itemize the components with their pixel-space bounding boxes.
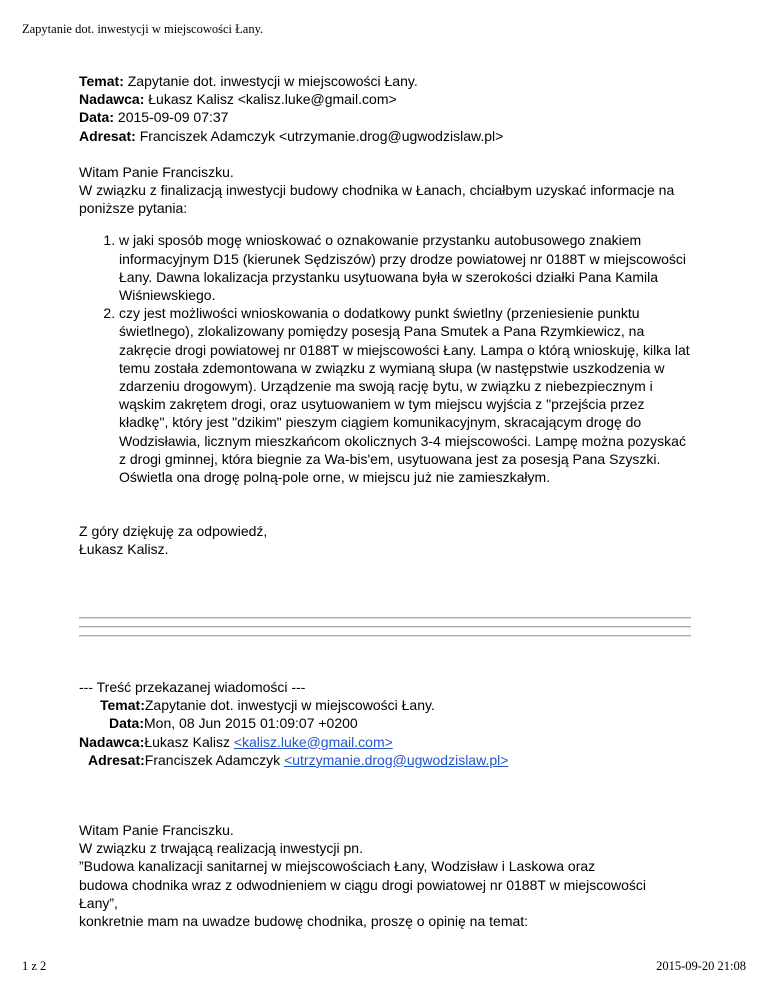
subject-label: Temat: (79, 73, 124, 89)
question-item: 1. w jaki sposób mogę wnioskować o oznakowanie przystanku autobusowego znakiem informacyjnym D15 (kierunek Sędziszów) przy drodze powiatowej nr 0188T w miejscowości Łany. Dawna lokalizacja przystanku usytuowana była w szerokości działki Pana Kamila Wiśniewskiego. (119, 231, 694, 304)
fwd-subject-label: Temat: (100, 697, 145, 714)
fwd-sender-line (79, 733, 694, 751)
fwd-line: W związku z trwającą realizacją inwestycji pn. (79, 840, 363, 857)
forwarded-message (79, 678, 694, 930)
recipient-label: Adresat: (79, 127, 136, 144)
question-item: 2. czy jest możliwości wnioskowania o dodatkowy punkt świetlny (przeniesienie punktu świetlnego), zlokalizowany pomiędzy posesją Pana Smutek a Pana Rzymkiewicz, na zakręcie drogi powiatowej nr 0188T w miejscowości Łany. Lampa o którą wnioskuję, kilka lat temu została zdemontowana w związku z wymianą słupa (w następstwie uszkodzenia w zdarzeniu drogowym). Urządzenie ma swoją rację bytu, w związku z niebezpiecznym i wąskim zakrętem drogi, oraz usytuowaniem w tym miejscu wyjścia z "przejścia przez kładkę", który jest "dzikim" pieszym ciągiem komunikacyjnym, skracającym drogę do Wodzisławia, licznym mieszkańcom okolicznych 3-4 miejscowości. Lampę można pozyskać z drogi gminnej, która biegnie za Wa-bis'em, usytuowana jest za posesją Pana Szyszki. Oświetla ona drogę polną-pole orne, w miejscu już nie zamieszkałym. (119, 304, 694, 486)
forwarded-marker: --- Treść przekazanej wiadomości --- (79, 679, 306, 695)
fwd-sender-name: Łukasz Kalisz (144, 733, 234, 750)
fwd-sender-label: Nadawca: (79, 733, 145, 750)
closing: Z góry dziękuję za odpowiedź, (79, 523, 268, 540)
separator-line (79, 617, 691, 619)
sender-label: Nadawca: (79, 91, 145, 108)
fwd-recipient-line (79, 751, 694, 769)
intro-paragraph: W związku z finalizacją inwestycji budowy chodnika w Łanach, chciałbym uzyskać informacje na poniższe pytania: (79, 182, 675, 217)
fwd-date-line (79, 714, 694, 732)
greeting: Witam Panie Franciszku. (79, 163, 234, 180)
signature: Łukasz Kalisz. (79, 541, 169, 558)
page-header-title: Zapytanie dot. inwestycji w miejscowości Łany. (22, 22, 264, 36)
fwd-greeting: Witam Panie Franciszku. (79, 822, 234, 839)
subject-line (79, 72, 694, 90)
fwd-line: konkretnie mam na uwadze budowę chodnika, proszę o opinię na temat: (79, 913, 529, 930)
fwd-recipient-email-link[interactable]: <utrzymanie.drog@ugwodzislaw.pl> (284, 751, 509, 768)
page-number: 1 z 2 (22, 959, 47, 973)
print-timestamp: 2015-09-20 21:08 (656, 959, 746, 973)
separator-line (79, 635, 691, 637)
fwd-date-value: Mon, 08 Jun 2015 01:09:07 +0200 (144, 715, 358, 732)
fwd-line: ”Budowa kanalizacji sanitarnej w miejscowościach Łany, Wodzisław i Laskowa oraz (79, 858, 596, 875)
fwd-line: Łany”, (79, 894, 118, 911)
fwd-subject-line (79, 696, 694, 714)
sender-line (79, 90, 694, 108)
subject-value: Zapytanie dot. inwestycji w miejscowości Łany. (127, 73, 418, 89)
fwd-subject-value: Zapytanie dot. inwestycji w miejscowości Łany. (144, 697, 435, 714)
email-message (79, 72, 694, 559)
fwd-sender-email-link[interactable]: <kalisz.luke@gmail.com> (233, 733, 393, 750)
date-value: 2015-09-09 07:37 (117, 109, 229, 126)
fwd-date-label: Data: (109, 715, 145, 732)
recipient-value: Franciszek Adamczyk <utrzymanie.drog@ugwodzislaw.pl> (139, 127, 504, 144)
date-line (79, 108, 694, 126)
questions-list (79, 231, 694, 486)
fwd-recipient-label: Adresat: (88, 751, 145, 768)
sender-value: Łukasz Kalisz <kalisz.luke@gmail.com> (148, 91, 397, 108)
fwd-recipient-name: Franciszek Adamczyk (144, 751, 285, 768)
date-label: Data: (79, 109, 115, 126)
fwd-line: budowa chodnika wraz z odwodnieniem w ciągu drogi powiatowej nr 0188T w miejscowości (79, 876, 647, 893)
separator-line (79, 626, 691, 628)
recipient-line (79, 127, 694, 145)
